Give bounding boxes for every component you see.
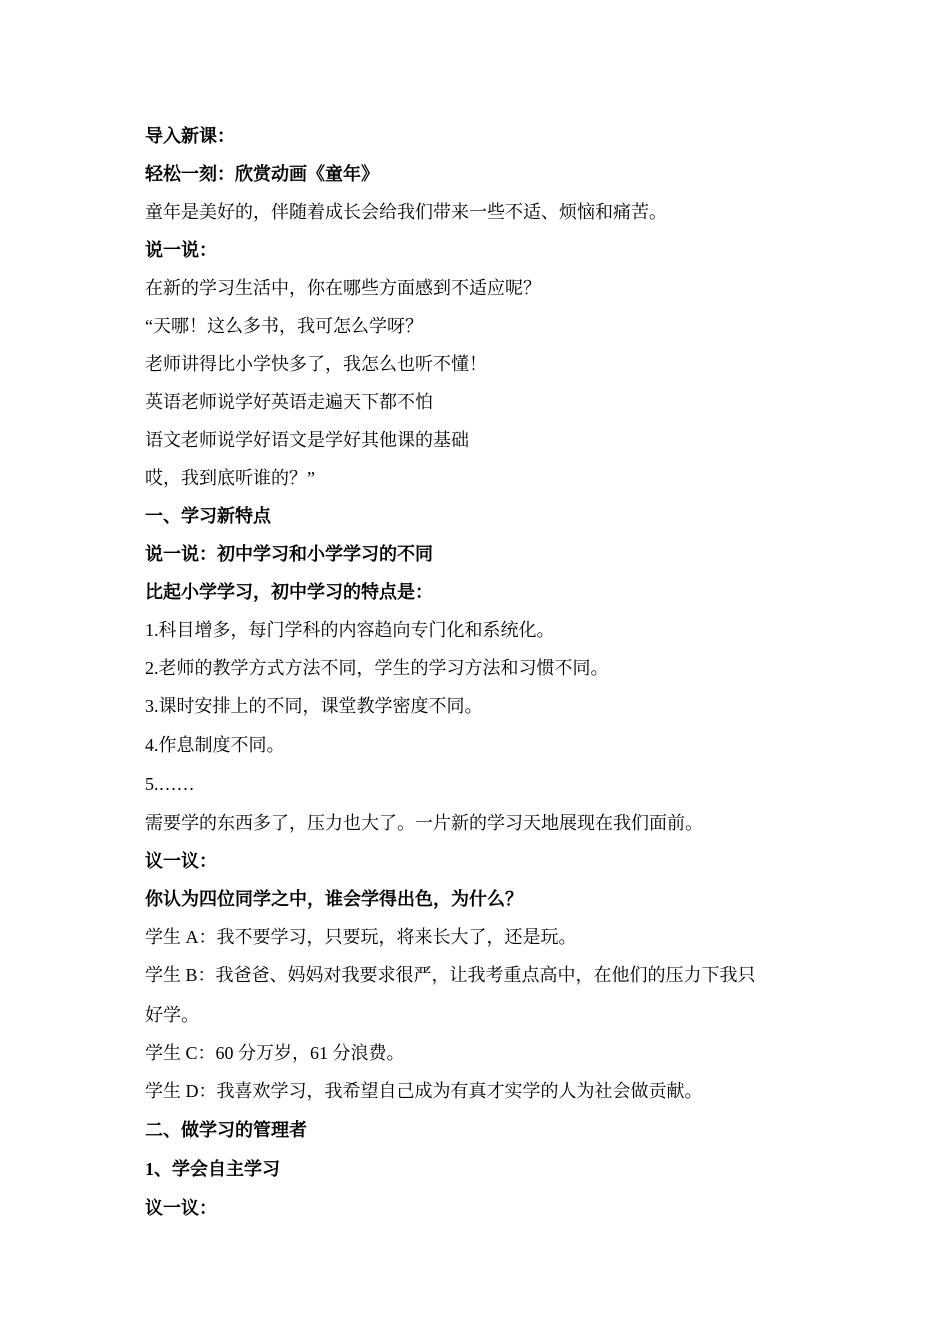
quote-line-1: “天哪！这么多书，我可怎么学呀？: [145, 316, 423, 336]
student-a: 学生 A：我不要学习，只要玩，将来长大了，还是玩。: [145, 927, 577, 947]
heading-say: 说一说：: [145, 240, 217, 260]
student-b-line-2: 好学。: [145, 1005, 199, 1025]
list-item-4: 4.作息制度不同。: [145, 735, 285, 755]
list-item-2: 2.老师的教学方式方法不同，学生的学习方法和习惯不同。: [145, 658, 609, 678]
student-c: 学生 C：60 分万岁，61 分浪费。: [145, 1043, 405, 1063]
subheading-difference: 说一说：初中学习和小学学习的不同: [145, 544, 433, 564]
quote-line-5: 哎，我到底听谁的？”: [145, 468, 315, 488]
paragraph-childhood: 童年是美好的，伴随着成长会给我们带来一些不适、烦恼和痛苦。: [145, 202, 667, 222]
heading-discuss: 议一议：: [145, 851, 217, 871]
subheading-features: 比起小学学习，初中学习的特点是：: [145, 582, 433, 602]
heading-discuss-2: 议一议：: [145, 1198, 217, 1218]
list-item-5: 5.……: [145, 774, 195, 794]
discussion-question: 你认为四位同学之中，谁会学得出色，为什么？: [145, 889, 523, 909]
student-b-line-1: 学生 B：我爸爸、妈妈对我要求很严，让我考重点高中，在他们的压力下我只: [145, 965, 756, 985]
section-heading-1: 一、学习新特点: [145, 506, 271, 526]
quote-line-4: 语文老师说学好语文是学好其他课的基础: [145, 430, 469, 450]
paragraph-pressure: 需要学的东西多了，压力也大了。一片新的学习天地展现在我们面前。: [145, 813, 703, 833]
quote-line-2: 老师讲得比小学快多了，我怎么也听不懂！: [145, 354, 487, 374]
student-d: 学生 D：我喜欢学习，我希望自己成为有真才实学的人为社会做贡献。: [145, 1081, 703, 1101]
list-item-3: 3.课时安排上的不同，课堂教学密度不同。: [145, 696, 483, 716]
paragraph-question: 在新的学习生活中，你在哪些方面感到不适应呢？: [145, 278, 541, 298]
section-heading-2: 二、做学习的管理者: [145, 1120, 307, 1140]
subheading-self-study: 1、学会自主学习: [145, 1159, 280, 1179]
quote-line-3: 英语老师说学好英语走遍天下都不怕: [145, 392, 433, 412]
heading-intro: 导入新课：: [145, 126, 235, 146]
heading-relax: 轻松一刻：欣赏动画《童年》: [145, 164, 379, 184]
list-item-1: 1.科目增多，每门学科的内容趋向专门化和系统化。: [145, 620, 555, 640]
